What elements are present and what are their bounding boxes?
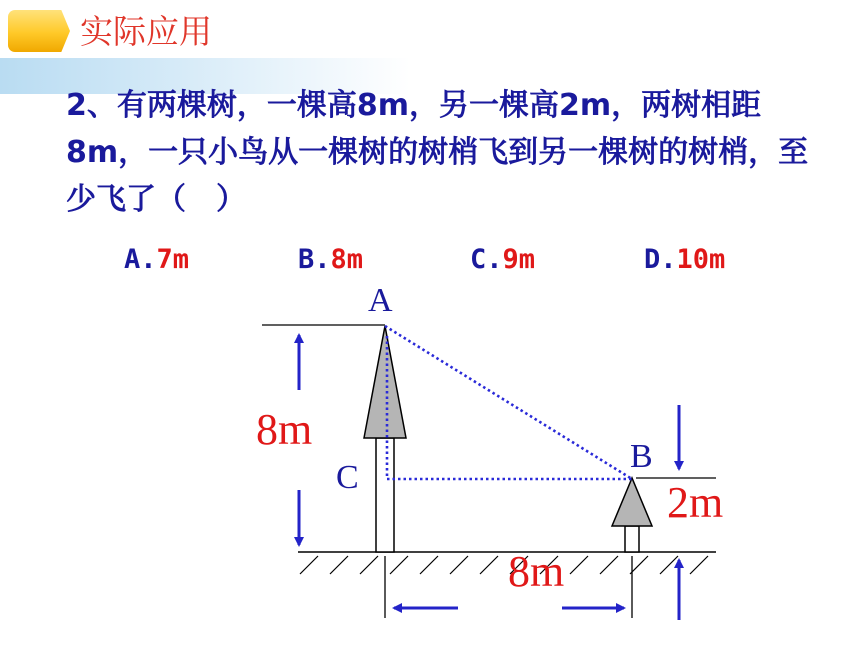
- option-a-value: 7m: [156, 244, 190, 275]
- point-c-label: C: [336, 459, 359, 496]
- section-title: 实际应用: [80, 12, 212, 51]
- ground: [298, 552, 716, 574]
- distance-label: 8m: [508, 547, 565, 596]
- option-a-letter: A.: [124, 244, 157, 275]
- question-text: 2、有两棵树，一棵高8m，另一棵高2m，两树相距8m，一只小鸟从一棵树的树梢飞到另一棵树的树梢，至少飞了（ ）: [66, 88, 809, 217]
- dotted-triangle: [385, 326, 632, 479]
- point-b-label: B: [630, 438, 653, 475]
- tall-tree: [364, 326, 406, 552]
- short-height-label: 2m: [667, 478, 724, 527]
- hypotenuse-ab: [385, 326, 632, 479]
- option-b-value: 8m: [330, 244, 364, 275]
- tall-height-label: 8m: [256, 405, 313, 454]
- option-d-value: 10m: [676, 244, 726, 275]
- point-a-label: A: [368, 282, 393, 319]
- option-d-letter: D.: [644, 244, 677, 275]
- option-c-value: 9m: [502, 244, 536, 275]
- option-b-letter: B.: [298, 244, 331, 275]
- option-c-letter: C.: [470, 244, 503, 275]
- short-tree: [612, 478, 652, 552]
